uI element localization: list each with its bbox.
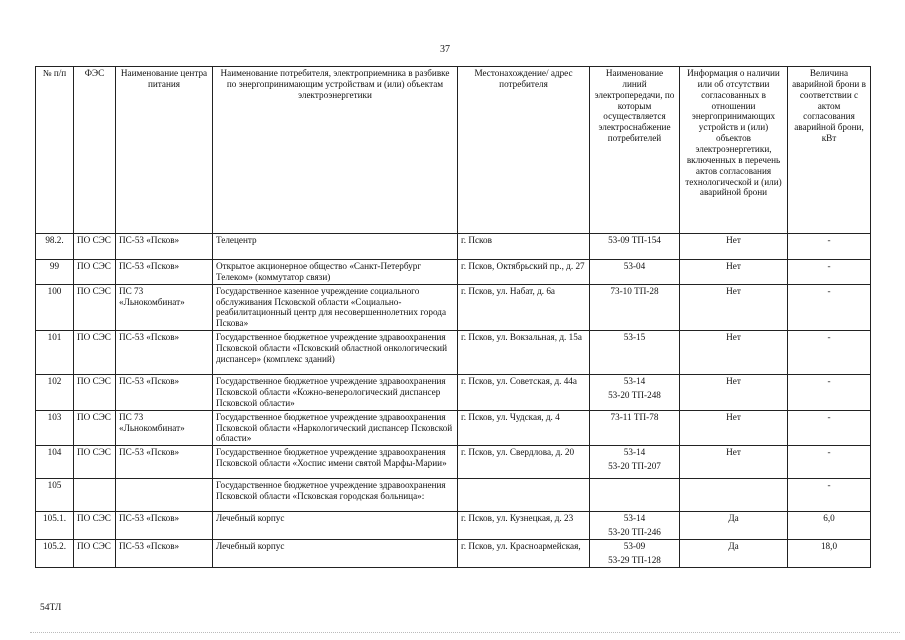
row-consumer: Государственное бюджетное учреждение здравоохранения Псковской области «Псковская городская больница»:	[213, 479, 458, 512]
row-reserve-value: 6,0	[788, 512, 871, 540]
header-num: № п/п	[36, 67, 74, 234]
header-fes: ФЭС	[74, 67, 116, 234]
row-reserve-value: 18,0	[788, 540, 871, 568]
row-power-center: ПС 73 «Льнокомбинат»	[116, 410, 213, 446]
row-address: г. Псков, ул. Свердлова, д. 20	[458, 446, 590, 479]
row-lines: 53-09 53-29 ТП-128	[590, 540, 680, 568]
row-lines: 73-10 ТП-28	[590, 284, 680, 330]
row-lines: 53-04	[590, 260, 680, 285]
row-lines	[590, 479, 680, 512]
table-row	[36, 375, 871, 411]
header-consumer: Наименование потребителя, электроприемника в разбивке по энергопринимающим устройствам и (или) объектам электроэнергетики	[213, 67, 458, 234]
row-power-center: ПС-53 «Псков»	[116, 260, 213, 285]
row-fes: ПО СЭС	[74, 540, 116, 568]
row-lines: 53-14 53-20 ТП-246	[590, 512, 680, 540]
table-row	[36, 331, 871, 375]
table-row	[36, 234, 871, 260]
row-reserve-value: -	[788, 284, 871, 330]
row-fes: ПО СЭС	[74, 331, 116, 375]
consumer-table	[35, 66, 871, 568]
row-address: г. Псков, ул. Кузнецкая, д. 23	[458, 512, 590, 540]
row-address: г. Псков	[458, 234, 590, 260]
row-consumer: Лечебный корпус	[213, 540, 458, 568]
row-lines-secondary: 53-20 ТП-246	[608, 527, 661, 538]
row-reserve-value: -	[788, 260, 871, 285]
row-info: Нет	[680, 446, 788, 479]
row-info	[680, 479, 788, 512]
row-power-center: ПС-53 «Псков»	[116, 234, 213, 260]
row-power-center: ПС-53 «Псков»	[116, 446, 213, 479]
row-address: г. Псков, Октябрьский пр., д. 27	[458, 260, 590, 285]
table-row	[36, 540, 871, 568]
row-info: Нет	[680, 375, 788, 411]
row-lines: 53-14 53-20 ТП-207	[590, 446, 680, 479]
page-number: 37	[440, 44, 450, 55]
row-power-center: ПС-53 «Псков»	[116, 331, 213, 375]
row-info: Да	[680, 540, 788, 568]
row-fes: ПО СЭС	[74, 512, 116, 540]
row-num: 104	[36, 446, 74, 479]
row-info: Да	[680, 512, 788, 540]
row-info: Нет	[680, 331, 788, 375]
row-info: Нет	[680, 234, 788, 260]
row-power-center: ПС 73 «Льнокомбинат»	[116, 284, 213, 330]
row-lines: 73-11 ТП-78	[590, 410, 680, 446]
row-address: г. Псков, ул. Советская, д. 44а	[458, 375, 590, 411]
row-info: Нет	[680, 284, 788, 330]
row-power-center: ПС-53 «Псков»	[116, 512, 213, 540]
row-address: г. Псков, ул. Чудская, д. 4	[458, 410, 590, 446]
row-consumer: Государственное бюджетное учреждение здравоохранения Псковской области «Псковский областной онкологический диспансер» (комплекс зданий)	[213, 331, 458, 375]
row-consumer: Государственное казенное учреждение социального обслуживания Псковской области «Социально-реабилитационный центр для несовершеннолетних города Пскова»	[213, 284, 458, 330]
row-fes: ПО СЭС	[74, 375, 116, 411]
row-consumer: Лечебный корпус	[213, 512, 458, 540]
row-fes: ПО СЭС	[74, 260, 116, 285]
row-consumer: Государственное бюджетное учреждение здравоохранения Псковской области «Хоспис имени святой Марфы-Марии»	[213, 446, 458, 479]
row-consumer: Государственное бюджетное учреждение здравоохранения Псковской области «Наркологический диспансер Псковской области»	[213, 410, 458, 446]
table-row	[36, 479, 871, 512]
row-num: 102	[36, 375, 74, 411]
row-num: 99	[36, 260, 74, 285]
table-row	[36, 284, 871, 330]
row-reserve-value: -	[788, 375, 871, 411]
row-num: 103	[36, 410, 74, 446]
header-info: Информация о наличии или об отсутствии согласованных в отношении энергопринимающих устройств и (или) объектов электроэнергетики, включенных в перечень актов согласования технологической и (или) аварийной брони	[680, 67, 788, 234]
row-address	[458, 479, 590, 512]
row-num: 100	[36, 284, 74, 330]
table-row	[36, 446, 871, 479]
row-fes: ПО СЭС	[74, 410, 116, 446]
row-fes	[74, 479, 116, 512]
header-address: Местонахождение/ адрес потребителя	[458, 67, 590, 234]
scan-edge-line	[30, 632, 900, 633]
row-fes: ПО СЭС	[74, 284, 116, 330]
row-fes: ПО СЭС	[74, 234, 116, 260]
table-row	[36, 260, 871, 285]
row-lines: 53-14 53-20 ТП-248	[590, 375, 680, 411]
row-consumer: Открытое акционерное общество «Санкт-Петербург Телеком» (коммутатор связи)	[213, 260, 458, 285]
row-power-center: ПС-53 «Псков»	[116, 375, 213, 411]
row-info: Нет	[680, 260, 788, 285]
row-address: г. Псков, ул. Набат, д. 6а	[458, 284, 590, 330]
row-num: 105	[36, 479, 74, 512]
table-row	[36, 512, 871, 540]
table-header-row	[36, 67, 871, 234]
row-address: г. Псков, ул. Вокзальная, д. 15а	[458, 331, 590, 375]
row-num: 105.2.	[36, 540, 74, 568]
row-lines: 53-15	[590, 331, 680, 375]
row-lines-secondary: 53-29 ТП-128	[608, 554, 661, 565]
row-reserve-value: -	[788, 410, 871, 446]
row-address: г. Псков, ул. Красноармейская,	[458, 540, 590, 568]
table-row	[36, 410, 871, 446]
row-reserve-value: -	[788, 331, 871, 375]
row-info: Нет	[680, 410, 788, 446]
row-num: 98.2.	[36, 234, 74, 260]
row-num: 105.1.	[36, 512, 74, 540]
row-lines: 53-09 ТП-154	[590, 234, 680, 260]
row-num: 101	[36, 331, 74, 375]
row-reserve-value: -	[788, 446, 871, 479]
row-consumer: Государственное бюджетное учреждение здравоохранения Псковской области «Кожно-венерологический диспансер Псковской области»	[213, 375, 458, 411]
row-reserve-value: -	[788, 234, 871, 260]
header-power-center: Наименование центра питания	[116, 67, 213, 234]
row-consumer: Телецентр	[213, 234, 458, 260]
row-reserve-value: -	[788, 479, 871, 512]
row-lines-secondary: 53-20 ТП-207	[608, 461, 661, 472]
header-reserve-value: Величина аварийной брони в соответствии с актом согласования аварийной брони, кВт	[788, 67, 871, 234]
header-lines: Наименование линий электропередачи, по которым осуществляется электроснабжение потребителей	[590, 67, 680, 234]
row-power-center: ПС-53 «Псков»	[116, 540, 213, 568]
row-lines-secondary: 53-20 ТП-248	[608, 390, 661, 401]
footer-code: 54ТЛ	[40, 603, 62, 613]
row-power-center	[116, 479, 213, 512]
table-body	[36, 234, 871, 568]
row-fes: ПО СЭС	[74, 446, 116, 479]
